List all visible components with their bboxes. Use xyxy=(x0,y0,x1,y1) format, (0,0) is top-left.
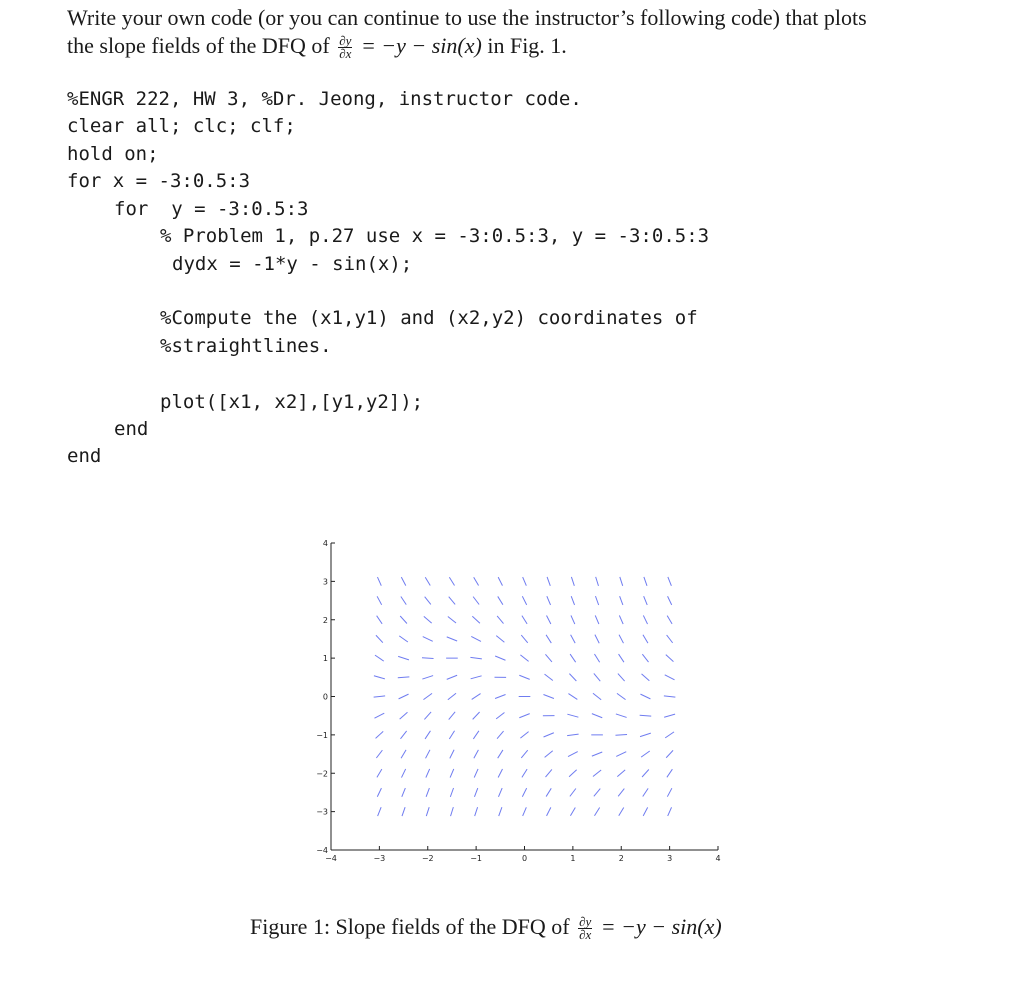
slope-segment xyxy=(447,675,457,679)
slope-segment xyxy=(448,616,456,623)
slope-segment xyxy=(664,696,675,697)
problem-statement xyxy=(67,4,987,60)
slope-segment xyxy=(520,732,528,739)
x-tick-label: 4 xyxy=(715,854,721,863)
y-tick-label: 4 xyxy=(322,539,328,548)
slope-segment xyxy=(401,750,406,758)
slope-segment xyxy=(547,577,550,586)
slope-segment xyxy=(644,577,647,586)
y-tick-label: 1 xyxy=(322,654,328,664)
slope-segment xyxy=(545,674,553,680)
slope-segment xyxy=(569,674,576,681)
slope-segment xyxy=(642,674,650,681)
slope-segment xyxy=(374,676,385,679)
slope-segment xyxy=(571,615,575,624)
slope-segment xyxy=(617,693,626,699)
slope-segment xyxy=(667,635,673,643)
problem-line-2 xyxy=(67,32,987,60)
slope-segment xyxy=(424,712,431,720)
code-line-3: hold on; xyxy=(67,143,159,165)
problem-line-2-prefix: the slope fields of the DFQ of xyxy=(67,33,330,58)
chart-ticks xyxy=(316,539,720,863)
slope-segment xyxy=(426,788,429,797)
slope-segment xyxy=(665,732,674,738)
slope-segment xyxy=(474,577,479,585)
slope-segment xyxy=(546,788,551,796)
x-tick-label: −1 xyxy=(470,854,483,863)
slope-segment xyxy=(619,807,624,815)
slope-segment xyxy=(400,616,407,623)
slope-segment xyxy=(545,751,553,758)
slope-segment xyxy=(474,788,477,797)
slope-segment xyxy=(664,714,675,717)
slope-segment xyxy=(447,637,457,641)
slope-segment xyxy=(377,769,382,777)
derivative-fraction xyxy=(338,35,352,60)
slope-segment xyxy=(424,616,432,623)
slope-segment xyxy=(495,656,505,660)
slope-segment xyxy=(520,655,528,662)
slope-segment xyxy=(521,635,527,643)
slope-segment xyxy=(571,635,576,643)
slope-segment xyxy=(398,656,409,659)
slope-segment xyxy=(426,769,430,778)
slope-segment xyxy=(402,788,406,797)
slope-segment xyxy=(374,713,384,718)
slope-segment xyxy=(643,635,648,643)
slope-segment xyxy=(449,597,455,605)
slope-segment xyxy=(521,750,527,758)
slope-segment xyxy=(571,577,574,586)
slope-segment xyxy=(641,751,650,757)
slope-segment xyxy=(377,616,383,624)
slope-segment xyxy=(594,654,599,662)
slope-segment xyxy=(666,655,674,662)
slope-segment xyxy=(376,731,384,738)
slope-segment xyxy=(593,770,601,777)
slope-segments xyxy=(374,577,676,816)
slope-segment xyxy=(543,695,553,699)
slope-segment xyxy=(376,635,383,642)
slope-segment xyxy=(522,596,526,605)
slope-segment xyxy=(422,676,433,679)
slope-segment xyxy=(497,731,504,739)
slope-segment xyxy=(425,577,430,585)
code-line-1: %ENGR 222, HW 3, %Dr. Jeong, instructor code. xyxy=(67,88,582,110)
slope-segment xyxy=(472,616,480,623)
fraction-denominator: ∂x xyxy=(339,46,352,62)
code-line-2: clear all; clc; clf; xyxy=(67,115,296,137)
slope-segment xyxy=(498,596,503,604)
slope-segment xyxy=(619,635,623,644)
slope-segment xyxy=(449,731,454,739)
slope-segment xyxy=(496,636,504,643)
slope-segment xyxy=(643,615,647,624)
x-tick-label: −3 xyxy=(373,854,386,863)
slope-segment xyxy=(448,693,456,700)
slope-segment xyxy=(592,714,602,718)
slope-segment xyxy=(496,712,504,718)
slope-segment xyxy=(519,714,529,718)
slope-segment xyxy=(619,615,623,624)
slope-segment xyxy=(668,807,672,816)
slope-segment xyxy=(426,807,429,816)
slope-segment xyxy=(473,712,480,719)
slope-segment xyxy=(595,635,599,644)
x-tick-label: −2 xyxy=(421,854,434,863)
code-line-12: end xyxy=(67,445,102,467)
code-line-10: plot([x1, x2],[y1,y2]); xyxy=(160,391,424,413)
problem-line-1: Write your own code (or you can continue to use the instructor’s following code) that plots xyxy=(67,5,867,30)
slope-segment xyxy=(592,752,602,756)
slope-segment xyxy=(568,694,577,700)
slope-segment xyxy=(667,616,672,624)
slope-segment xyxy=(401,596,406,604)
slope-segment xyxy=(544,733,554,737)
slope-segment xyxy=(425,731,430,739)
caption-prefix: Figure 1: Slope fields of the DFQ of xyxy=(250,914,570,939)
code-line-9: %straightlines. xyxy=(160,335,332,357)
caption-fraction-denominator: ∂x xyxy=(579,927,592,943)
slope-segment xyxy=(401,769,405,778)
slope-segment xyxy=(545,769,551,777)
slope-segment xyxy=(377,596,382,604)
slope-segment xyxy=(546,635,551,643)
slope-segment xyxy=(471,676,482,679)
slope-segment xyxy=(594,808,599,816)
slope-segment xyxy=(668,577,672,586)
equation-rhs: = −y − sin(x) xyxy=(360,33,482,58)
y-tick-label: −3 xyxy=(316,807,328,817)
code-line-4: for x = -3:0.5:3 xyxy=(67,170,251,192)
slope-segment xyxy=(450,750,454,759)
slope-segment xyxy=(643,788,648,796)
problem-line-2-suffix: in Fig. 1. xyxy=(487,33,567,58)
slope-segment xyxy=(667,769,673,777)
slope-segment xyxy=(375,655,384,661)
slope-segment xyxy=(475,807,478,816)
slope-segment xyxy=(470,657,481,658)
slope-segment xyxy=(471,636,481,641)
code-line-8: %Compute the (x1,y1) and (x2,y2) coordinates of xyxy=(160,307,698,329)
slope-segment xyxy=(642,654,648,662)
slope-segment xyxy=(399,636,408,642)
slope-segment xyxy=(522,616,527,624)
x-tick-label: 1 xyxy=(570,854,576,863)
fraction-numerator: ∂y xyxy=(339,33,352,49)
slope-segment xyxy=(545,654,552,662)
slope-segment xyxy=(616,752,626,757)
slope-segment xyxy=(640,715,652,716)
slope-segment xyxy=(401,577,405,586)
y-tick-label: −2 xyxy=(316,769,328,779)
slope-segment xyxy=(399,694,409,699)
slope-segment xyxy=(643,807,647,816)
slope-segment xyxy=(474,769,478,778)
x-tick-label: 3 xyxy=(667,854,673,863)
slope-segment xyxy=(472,694,481,700)
code-line-11: end xyxy=(114,418,149,440)
figure-caption xyxy=(250,914,722,941)
slope-segment xyxy=(374,696,385,697)
slope-segment xyxy=(497,616,503,624)
slope-segment xyxy=(498,769,502,778)
slope-segment xyxy=(400,712,408,719)
slope-segment xyxy=(450,769,454,778)
slope-segment xyxy=(377,577,381,586)
slope-segment xyxy=(498,788,502,797)
slope-segment xyxy=(666,750,673,757)
slope-segment xyxy=(615,734,627,735)
slope-segment xyxy=(523,577,527,586)
x-tick-label: 0 xyxy=(521,854,528,863)
slope-segment xyxy=(596,577,599,586)
slope-segment xyxy=(498,577,502,586)
slope-segment xyxy=(668,596,672,605)
slope-segment xyxy=(473,597,479,605)
slope-segment xyxy=(522,788,526,797)
slope-segment xyxy=(642,770,649,777)
caption-fraction xyxy=(578,916,592,941)
slope-segment xyxy=(523,807,527,816)
slope-segment xyxy=(547,615,551,624)
slope-segment xyxy=(595,615,599,624)
slope-segment xyxy=(449,712,455,720)
slope-segment xyxy=(570,807,575,815)
slope-segment xyxy=(451,807,454,816)
caption-equation-rhs: = −y − sin(x) xyxy=(600,914,722,939)
slope-segment xyxy=(376,750,382,758)
y-tick-label: 2 xyxy=(322,615,328,625)
y-tick-label: 0 xyxy=(322,692,328,702)
slope-segment xyxy=(402,807,405,816)
slope-segment xyxy=(398,677,410,678)
slope-segment xyxy=(569,770,577,777)
slope-segment xyxy=(619,654,624,662)
slope-segment xyxy=(594,789,600,797)
code-line-5: for y = -3:0.5:3 xyxy=(114,198,309,220)
slope-segment xyxy=(620,577,623,586)
slope-segment xyxy=(519,675,529,679)
slope-segment xyxy=(473,731,479,739)
slope-segment xyxy=(640,694,650,699)
slope-segment xyxy=(423,693,432,699)
slope-segment xyxy=(498,750,503,758)
slope-segment xyxy=(378,807,382,816)
slope-segment xyxy=(547,596,551,605)
code-line-7: dydx = -1*y - sin(x); xyxy=(172,253,413,275)
slope-segment xyxy=(400,731,406,739)
slope-segment xyxy=(495,695,505,699)
slope-segment xyxy=(449,577,454,585)
slope-segment xyxy=(665,675,675,680)
slope-field-chart xyxy=(300,530,740,870)
slope-segment xyxy=(377,788,381,797)
slope-segment xyxy=(425,597,431,605)
slope-segment xyxy=(522,769,527,777)
slope-segment xyxy=(617,770,625,777)
slope-segment xyxy=(570,654,576,662)
slope-segment xyxy=(644,596,648,605)
slope-segment xyxy=(618,674,625,682)
y-tick-label: 3 xyxy=(322,577,328,587)
slope-segment xyxy=(474,750,479,758)
caption-fraction-numerator: ∂y xyxy=(579,914,592,930)
slope-segment xyxy=(594,673,600,681)
slope-segment xyxy=(571,596,574,605)
slope-segment xyxy=(423,637,433,642)
slope-segment xyxy=(422,658,434,659)
slope-segment xyxy=(426,750,430,759)
slope-segment xyxy=(667,788,672,796)
slope-segment xyxy=(547,807,551,816)
y-tick-label: −4 xyxy=(316,846,328,855)
slope-segment xyxy=(620,596,623,605)
slope-segment xyxy=(616,714,627,717)
slope-segment xyxy=(499,807,502,816)
code-line-6: % Problem 1, p.27 use x = -3:0.5:3, y = -3:0.5:3 xyxy=(160,225,710,247)
slope-segment xyxy=(595,596,598,605)
slope-segment xyxy=(593,693,601,700)
slope-segment xyxy=(567,714,578,717)
slope-segment xyxy=(570,788,576,796)
slope-segment xyxy=(450,788,453,797)
slope-segment xyxy=(568,752,578,757)
x-tick-label: −4 xyxy=(325,854,337,863)
slope-segment xyxy=(640,733,651,736)
y-tick-label: −1 xyxy=(316,730,328,740)
x-tick-label: 2 xyxy=(618,854,624,863)
slope-segment xyxy=(567,734,578,735)
slope-segment xyxy=(618,789,624,797)
